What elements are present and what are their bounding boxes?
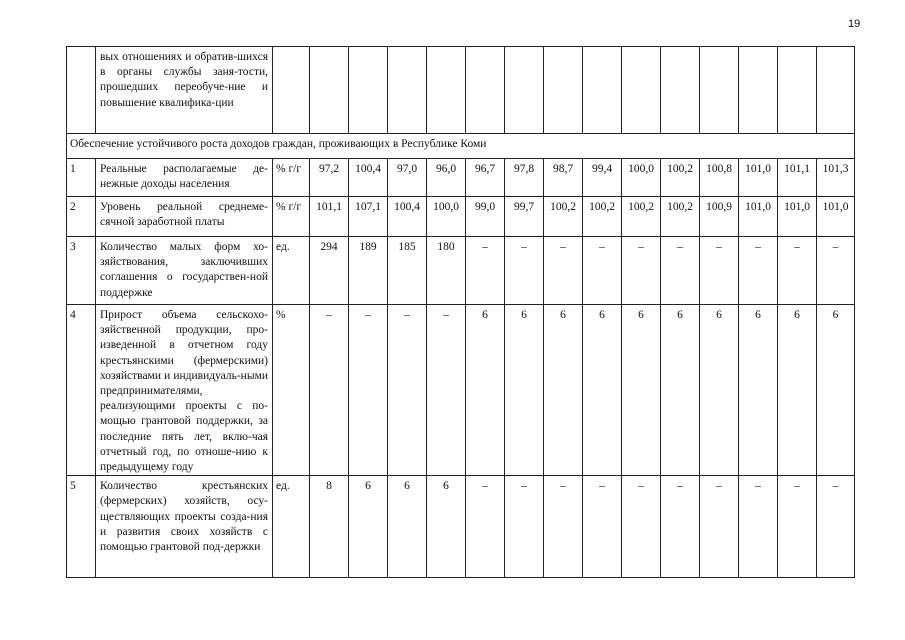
- cell-num: 3: [67, 237, 96, 305]
- cell-value: –: [817, 476, 855, 578]
- cell-value: –: [466, 237, 505, 305]
- cell-value: 97,8: [505, 159, 544, 197]
- cell-value: 101,0: [739, 159, 778, 197]
- cell-value: –: [505, 237, 544, 305]
- cell-num: [67, 47, 96, 134]
- cell-value: 100,0: [427, 197, 466, 237]
- cell-unit: ед.: [273, 476, 310, 578]
- cell-indicator-name: Реальные располагаемые де-нежные доходы населения: [96, 159, 273, 197]
- section-row: [67, 134, 855, 159]
- cell-unit: % г/г: [273, 197, 310, 237]
- cell-value: 189: [349, 237, 388, 305]
- cell-value: –: [310, 305, 349, 476]
- cell-value: 96,0: [427, 159, 466, 197]
- cell-value: 185: [388, 237, 427, 305]
- cell-value: –: [622, 237, 661, 305]
- cell-value: 100,2: [544, 197, 583, 237]
- cell-value: –: [739, 476, 778, 578]
- cell-value: 101,0: [739, 197, 778, 237]
- cell-value: 101,0: [778, 197, 817, 237]
- cell-value: 6: [583, 305, 622, 476]
- cell-value: 100,4: [349, 159, 388, 197]
- cell-value: 101,3: [817, 159, 855, 197]
- cell-value: 6: [388, 476, 427, 578]
- cell-value: –: [427, 305, 466, 476]
- cell-value: 180: [427, 237, 466, 305]
- cell-value: –: [583, 237, 622, 305]
- indicators-table: [66, 46, 855, 578]
- cell-value: 6: [661, 305, 700, 476]
- page-number: 19: [848, 18, 861, 30]
- table-row: [67, 237, 855, 305]
- table-row: [67, 305, 855, 476]
- cell-value: –: [583, 476, 622, 578]
- cell-unit: %: [273, 305, 310, 476]
- cell-value: 100,2: [661, 197, 700, 237]
- cell-value: 6: [700, 305, 739, 476]
- cell-value: 6: [466, 305, 505, 476]
- cell-value: 100,9: [700, 197, 739, 237]
- table-row-continuation: [67, 47, 855, 134]
- cell-value: –: [661, 476, 700, 578]
- cell-value: 97,2: [310, 159, 349, 197]
- cell-value: –: [661, 237, 700, 305]
- cell-value: 96,7: [466, 159, 505, 197]
- cell-value: 99,0: [466, 197, 505, 237]
- cell-value: 101,0: [817, 197, 855, 237]
- cell-unit: [273, 47, 310, 134]
- cell-value: 6: [349, 476, 388, 578]
- cell-indicator-name: Уровень реальной среднеме-сячной заработной платы: [96, 197, 273, 237]
- cell-value: 6: [817, 305, 855, 476]
- cell-value: 100,0: [622, 159, 661, 197]
- cell-num: 2: [67, 197, 96, 237]
- cell-value: 107,1: [349, 197, 388, 237]
- cell-value: –: [544, 237, 583, 305]
- table-row: [67, 476, 855, 578]
- cell-value: –: [778, 476, 817, 578]
- cell-value: 100,8: [700, 159, 739, 197]
- cell-value: 6: [739, 305, 778, 476]
- cell-value: 294: [310, 237, 349, 305]
- cell-unit: ед.: [273, 237, 310, 305]
- cell-value: 100,2: [661, 159, 700, 197]
- cell-value: 6: [427, 476, 466, 578]
- cell-value: –: [817, 237, 855, 305]
- cell-num: 1: [67, 159, 96, 197]
- cell-value: –: [700, 237, 739, 305]
- cell-value: –: [778, 237, 817, 305]
- cell-value: 8: [310, 476, 349, 578]
- cell-indicator-name: Количество крестьянских (фермерских) хозяйств, осу-ществляющих проекты созда-ния и развития своих хозяйств с помощью грантовой под-держки: [96, 476, 273, 578]
- cell-value: –: [505, 476, 544, 578]
- cell-value: 101,1: [310, 197, 349, 237]
- cell-indicator-name: Количество малых форм хо-зяйствования, заключивших соглашения о государствен-ной поддержке: [96, 237, 273, 305]
- cell-value: –: [622, 476, 661, 578]
- cell-value: –: [349, 305, 388, 476]
- cell-value: –: [544, 476, 583, 578]
- cell-value: –: [739, 237, 778, 305]
- cell-value: 6: [622, 305, 661, 476]
- table-row: [67, 159, 855, 197]
- cell-indicator-name: вых отношениях и обратив-шихся в органы службы заня-тости, прошедших переобуче-ние и повышение квалифика-ции: [96, 47, 273, 134]
- cell-num: 5: [67, 476, 96, 578]
- cell-value: 100,4: [388, 197, 427, 237]
- cell-value: –: [700, 476, 739, 578]
- cell-value: 100,2: [622, 197, 661, 237]
- cell-value: 101,1: [778, 159, 817, 197]
- cell-value: –: [388, 305, 427, 476]
- cell-value: 6: [778, 305, 817, 476]
- cell-value: 99,4: [583, 159, 622, 197]
- section-title: Обеспечение устойчивого роста доходов граждан, проживающих в Республике Коми: [67, 134, 855, 159]
- cell-num: 4: [67, 305, 96, 476]
- table-row: [67, 197, 855, 237]
- cell-value: 99,7: [505, 197, 544, 237]
- cell-indicator-name: Прирост объема сельскохо-зяйственной продукции, про-изведенной в отчетном году крестьянскими (фермерскими) хозяйствами и индивидуаль-ными предпринимателями, реализующими проекты с по-мощью грантовой поддержки, за последние пять лет, вклю-чая отчетный год, по отноше-нию к предыдущему году: [96, 305, 273, 476]
- cell-value: 100,2: [583, 197, 622, 237]
- cell-value: 97,0: [388, 159, 427, 197]
- cell-value: 6: [544, 305, 583, 476]
- cell-unit: % г/г: [273, 159, 310, 197]
- cell-value: 6: [505, 305, 544, 476]
- cell-value: –: [466, 476, 505, 578]
- cell-value: 98,7: [544, 159, 583, 197]
